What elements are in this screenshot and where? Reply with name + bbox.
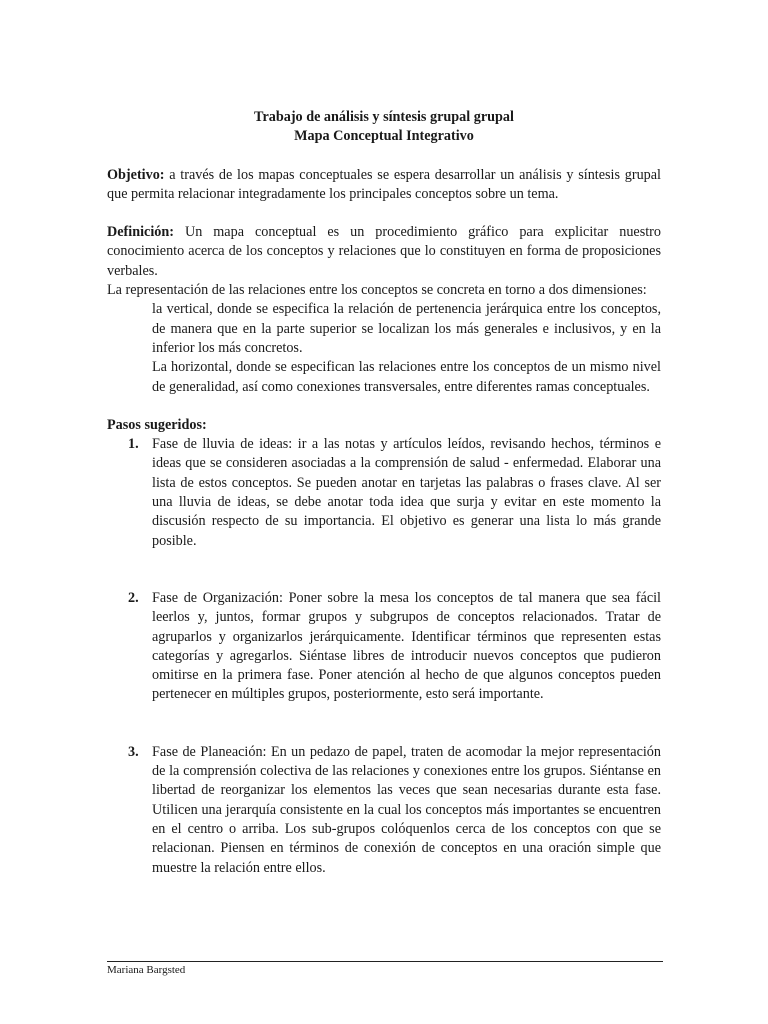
list-item-text: Fase de Organización: Poner sobre la mesa los conceptos de tal manera que sea fácil leerlos y, juntos, formar grupos y subgrupos de conceptos relacionados. Tratar de agruparlos y organizarlos jerárquicamente. Identificar términos que representen estas categorías y agregarlos. Siéntase libres de introducir nuevos conceptos que pudieron omitirse en la primera fase. Poner atención al hecho de que algunos conceptos pueden pertenecer en múltiples grupos, posteriormente, esto será importante. xyxy=(152,589,661,703)
vertical-dimension-paragraph: la vertical, donde se especifica la relación de pertenencia jerárquica entre los conceptos, de manera que en la parte superior se localizan los más generales e inclusivos, y en la inferior los más concretos. xyxy=(152,301,661,356)
list-item-text: Fase de lluvia de ideas: ir a las notas y artículos leídos, revisando hechos, términos e ideas que se consideren asociadas a la comprensión de salud - enfermedad. Elaborar una lista de estos conceptos. Se pueden anotar en tarjetas las palabras o frases clave. Al ser una lluvia de ideas, se debe anotar toda idea que surja y evitar en este momento la discusión respecto de su importancia. El objetivo es generar una lista lo más grande posible. xyxy=(152,436,661,549)
horizontal-dimension-paragraph: La horizontal, donde se especifican las relaciones entre los conceptos de un mismo nivel de generalidad, así como conexiones transversales, entre diferentes ramas conceptuales. xyxy=(152,359,661,395)
list-item xyxy=(107,743,661,878)
definicion-label: Definición: xyxy=(107,224,174,241)
list-item xyxy=(107,589,661,705)
definicion-paragraph xyxy=(107,223,661,281)
list-item-number: 2. xyxy=(128,589,139,606)
objetivo-text: a través de los mapas conceptuales se espera desarrollar un análisis y síntesis grupal que permita relacionar integradamente los principales conceptos sobre un tema. xyxy=(107,166,661,202)
definicion-text: Un mapa conceptual es un procedimiento gráfico para explicitar nuestro conocimiento acerca de los conceptos y relaciones que lo constituyen en forma de proposiciones verbales. xyxy=(107,224,661,279)
pasos-heading: Pasos sugeridos: xyxy=(107,416,207,433)
list-item-text: Fase de Planeación: En un pedazo de papel, traten de acomodar la mejor representación de la comprensión colectiva de las relaciones y conexiones entre los grupos. Siéntanse en libertad de reorganizar los elementos las veces que sean necesarias durante esta fase. Utilicen una jerarquía consistente en la cual los conceptos más importantes se encuentren en el centro o arriba. Los sub-grupos colóquenlos cerca de los conceptos con que se relacionan. Piensen en términos de conexión de conceptos en una oración simple que muestre la relación entre ellos. xyxy=(152,743,661,876)
document-subtitle: Mapa Conceptual Integrativo xyxy=(294,128,474,145)
footer-divider xyxy=(107,961,663,962)
objetivo-label: Objetivo: xyxy=(107,166,165,183)
objetivo-paragraph xyxy=(107,166,661,205)
footer-author: Mariana Bargsted xyxy=(107,964,186,976)
list-item xyxy=(107,435,661,551)
document-body xyxy=(107,108,661,878)
list-item-number: 3. xyxy=(128,743,139,760)
document-title: Trabajo de análisis y síntesis grupal grupal xyxy=(254,109,514,125)
representacion-paragraph: La representación de las relaciones entre los conceptos se concreta en torno a dos dimensiones: xyxy=(107,282,647,299)
pasos-list xyxy=(107,435,661,878)
list-item-number: 1. xyxy=(128,436,139,453)
